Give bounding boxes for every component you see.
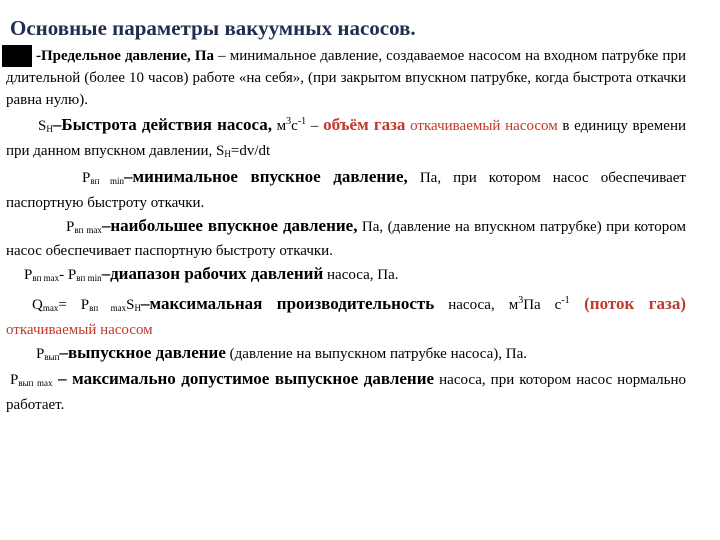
unit: Па с <box>523 296 562 313</box>
highlight-pumped: откачиваемый насосом <box>6 321 153 338</box>
symbol: P <box>82 169 91 186</box>
term-ultimate-pressure: -Предельное давление, <box>36 48 191 64</box>
definition-text: в единицу времени при данном впускном давлении, S <box>6 118 687 160</box>
symbol-subscript: вып max <box>18 378 53 389</box>
definition-text: (давление на впускном патрубке) при котором насос обеспечивает паспортную быстроту откачки. <box>6 218 686 260</box>
symbol-subscript: Н <box>224 149 231 160</box>
slide-title: Основные параметры вакуумных насосов. <box>10 16 416 40</box>
symbol-subscript: Н <box>134 302 142 313</box>
unit: Па, <box>407 169 442 186</box>
dash: – <box>306 118 324 135</box>
symbol-subscript: Н <box>46 124 53 135</box>
paragraph-max-outlet-pressure <box>6 368 686 417</box>
symbol-subscript: вп max <box>32 273 60 284</box>
term-max-inlet-pressure: –наибольшее впускное давление, <box>101 215 358 235</box>
definition-text: насоса, м <box>434 296 519 313</box>
symbol-subscript: вп min <box>76 273 102 284</box>
term-min-inlet-pressure: –минимальное впускное давление, <box>124 166 408 186</box>
symbol: P <box>10 372 19 389</box>
paragraph-max-inlet-pressure <box>6 215 686 264</box>
highlight-gas-volume: объём газа <box>323 115 406 135</box>
symbol-subscript: вп max <box>74 224 102 235</box>
symbol-subscript: max <box>42 302 59 313</box>
slide-content <box>6 46 686 417</box>
term-outlet-pressure: –выпускное давление <box>59 342 226 362</box>
unit: Па, <box>357 218 384 235</box>
term-pumping-speed: –Быстрота действия насоса, <box>52 115 272 135</box>
symbol: S <box>126 296 135 313</box>
symbol-subscript: вп min <box>90 175 124 186</box>
symbol: S <box>38 118 47 135</box>
symbol: P <box>66 218 75 235</box>
unit-superscript: -1 <box>561 294 570 306</box>
paragraph-ultimate-pressure <box>6 46 686 111</box>
paragraph-pumping-speed <box>6 111 686 166</box>
unit: Па <box>190 48 215 64</box>
paragraph-max-throughput <box>6 290 686 342</box>
symbol: Q <box>32 296 43 313</box>
unit-superscript: 3 <box>286 116 292 128</box>
symbol: P <box>36 345 45 362</box>
highlight-gas-flow: (поток газа) <box>569 293 686 313</box>
symbol: P <box>24 267 33 284</box>
symbol: P <box>67 267 77 284</box>
term-pressure-range: –диапазон рабочих давлений <box>101 264 324 284</box>
term-max-throughput: –максимальная производительность <box>141 293 435 313</box>
paragraph-min-inlet-pressure <box>6 166 686 215</box>
unit: м <box>271 118 287 135</box>
paragraph-outlet-pressure <box>6 342 686 369</box>
definition-text: при котором насос обеспечивает паспортную быстроту откачки. <box>6 169 686 211</box>
dash: - <box>59 267 68 284</box>
symbol-subscript: вып <box>44 351 60 362</box>
definition-text: насоса, Па. <box>323 267 399 284</box>
symbol-subscript: вп max <box>89 302 127 313</box>
paragraph-pressure-range <box>6 263 686 290</box>
unit-superscript: -1 <box>297 116 307 128</box>
formula: =dv/dt <box>230 143 271 160</box>
definition-text: насоса, при котором насос нормально работает. <box>6 372 686 414</box>
definition-text: (давление на выпускном патрубке насоса), Па. <box>225 345 528 362</box>
highlight-pumped: откачиваемый насосом <box>405 118 558 135</box>
equation: = P <box>58 296 90 313</box>
unit-superscript: 3 <box>518 294 524 306</box>
term-max-outlet-pressure: – максимально допустимое выпускное давление <box>52 369 435 389</box>
unit: с <box>291 118 298 135</box>
definition-text: – минимальное давление, создаваемое насосом на входном патрубке при длительной (более 10 часов) работе «на себя», (при закрытом впускном патрубке, когда быстрота откачки равна нулю). <box>6 48 686 108</box>
